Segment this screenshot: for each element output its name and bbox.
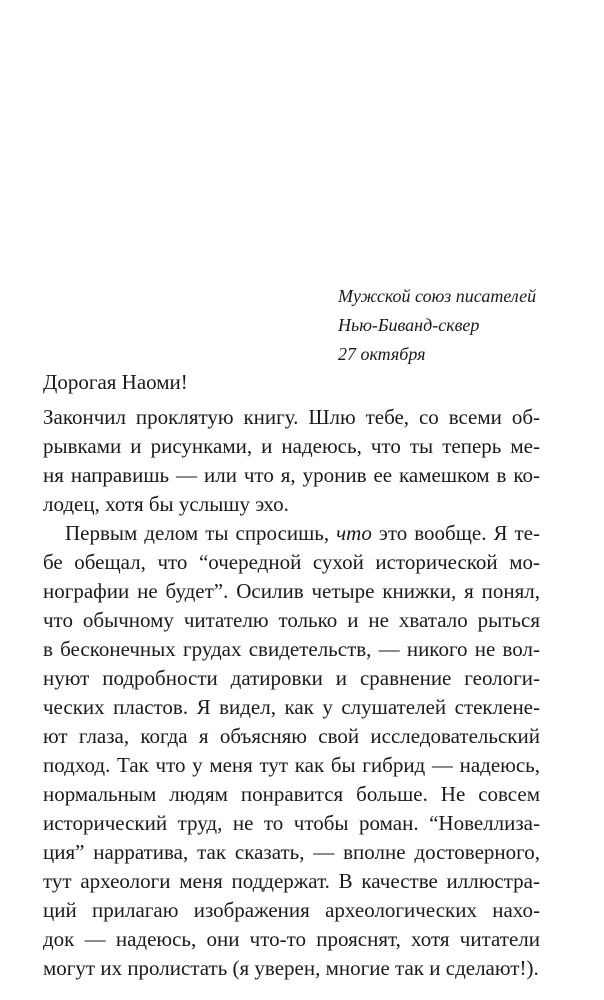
text-line: в бесконечных грудах свидетельств, — никого не вол- xyxy=(43,637,540,661)
text-line: бе обещал, что “очередной сухой исторической мо- xyxy=(43,550,540,574)
text-line: Закончил проклятую книгу. Шлю тебе, со всеми об- xyxy=(43,405,540,429)
text-line: ческих пластов. Я видел, как у слушателей стеклене- xyxy=(43,695,540,719)
text-line: лодец, хотя бы услышу эхо. xyxy=(43,492,289,516)
text-line: тут археологи меня поддержат. В качестве иллюстра- xyxy=(43,869,540,893)
text-line: ня направишь — или что я, уронив ее камешком в ко- xyxy=(43,463,540,487)
text-run: это вообще. Я те- xyxy=(371,521,540,545)
text-line: нографии не будет”. Осилив четыре книжки, я понял, xyxy=(43,579,540,603)
text-line: рывками и рисунками, и надеюсь, что ты теперь ме- xyxy=(43,434,540,458)
paragraph-1 xyxy=(43,403,540,519)
emphasis-word: что xyxy=(336,521,372,545)
return-address-line: Мужской союз писателей xyxy=(338,286,537,306)
text-line: исторический труд, не то чтобы роман. “Новеллиза- xyxy=(43,811,540,835)
text-line: ция” нарратива, так сказать, — вполне достоверного, xyxy=(43,840,540,864)
text-line: подход. Так что у меня тут как бы гибрид — надеюсь, xyxy=(43,753,540,777)
text-run: Первым делом ты спросишь, xyxy=(65,521,337,545)
return-address xyxy=(338,282,536,369)
return-address-line: Нью-Биванд-сквер xyxy=(338,315,480,335)
text-line: нуют подробности датировки и сравнение геологи- xyxy=(43,666,540,690)
text-line: нормальным людям понравится больше. Не совсем xyxy=(43,782,540,806)
date-line: 27 октября xyxy=(338,344,426,364)
text-line: док — надеюсь, они что-то прояснят, хотя читатели xyxy=(43,927,540,951)
text-line: что обычному читателю только и не хватало рыться xyxy=(43,608,540,632)
text-line: могут их пролистать (я уверен, многие так и сделают!). xyxy=(43,956,539,980)
text-line: ют глаза, когда я объясняю свой исследовательский xyxy=(43,724,540,748)
letter-body xyxy=(43,403,540,983)
salutation: Дорогая Наоми! xyxy=(43,370,188,394)
text-line xyxy=(43,519,540,548)
paragraph-2 xyxy=(43,519,540,983)
text-line: ций прилагаю изображения археологических нахо- xyxy=(43,898,540,922)
